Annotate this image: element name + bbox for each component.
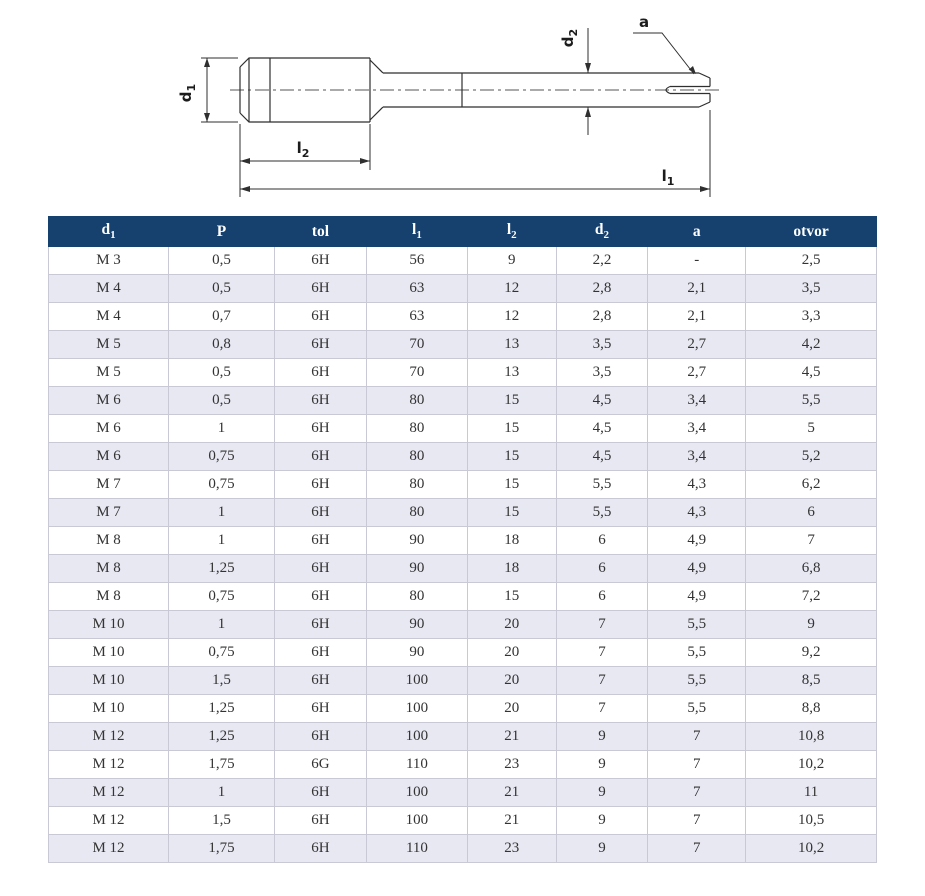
table-row bbox=[49, 415, 877, 443]
table-row bbox=[49, 555, 877, 583]
table-cell: 6H bbox=[275, 723, 367, 751]
table-cell: 1 bbox=[169, 527, 275, 555]
dimension-l2 bbox=[240, 124, 370, 197]
table-body bbox=[49, 247, 877, 863]
table-cell: 70 bbox=[366, 331, 467, 359]
table-cell: 80 bbox=[366, 415, 467, 443]
table-cell: 6H bbox=[275, 387, 367, 415]
table-cell: 7 bbox=[648, 807, 746, 835]
table-row bbox=[49, 443, 877, 471]
table-cell: 2,1 bbox=[648, 275, 746, 303]
table-cell: 5,5 bbox=[648, 611, 746, 639]
table-cell: M 8 bbox=[49, 555, 169, 583]
table-cell: 2,7 bbox=[648, 359, 746, 387]
table-cell: 3,4 bbox=[648, 387, 746, 415]
table-row bbox=[49, 247, 877, 275]
dimension-d1 bbox=[177, 58, 238, 122]
table-row bbox=[49, 695, 877, 723]
table-row bbox=[49, 723, 877, 751]
table-cell: 7 bbox=[556, 695, 648, 723]
table-cell: 10,8 bbox=[746, 723, 877, 751]
table-cell: M 7 bbox=[49, 499, 169, 527]
table-cell: 9,2 bbox=[746, 639, 877, 667]
table-cell: M 4 bbox=[49, 303, 169, 331]
table-cell: 7 bbox=[556, 611, 648, 639]
table-cell: 2,5 bbox=[746, 247, 877, 275]
column-header: otvor bbox=[746, 217, 877, 247]
table-cell: 21 bbox=[467, 807, 556, 835]
table-cell: M 12 bbox=[49, 835, 169, 863]
table-cell: M 8 bbox=[49, 527, 169, 555]
column-header: a bbox=[648, 217, 746, 247]
table-cell: 20 bbox=[467, 639, 556, 667]
label-l2: $l_2$ bbox=[296, 139, 310, 160]
table-cell: M 10 bbox=[49, 667, 169, 695]
table-row bbox=[49, 611, 877, 639]
table-cell: 4,3 bbox=[648, 499, 746, 527]
table-cell: 3,5 bbox=[556, 331, 648, 359]
tap-drawing-svg bbox=[0, 0, 925, 212]
table-row bbox=[49, 471, 877, 499]
table-cell: 1,25 bbox=[169, 555, 275, 583]
table-cell: 6H bbox=[275, 555, 367, 583]
table-cell: 4,5 bbox=[556, 387, 648, 415]
table-cell: 23 bbox=[467, 751, 556, 779]
table-cell: 4,2 bbox=[746, 331, 877, 359]
table-row bbox=[49, 499, 877, 527]
column-header: P bbox=[169, 217, 275, 247]
table-cell: 3,5 bbox=[746, 275, 877, 303]
table-cell: 110 bbox=[366, 835, 467, 863]
table-cell: 6,2 bbox=[746, 471, 877, 499]
table-cell: 6H bbox=[275, 779, 367, 807]
table-cell: 3,4 bbox=[648, 443, 746, 471]
table-row bbox=[49, 667, 877, 695]
table-cell: 1,25 bbox=[169, 723, 275, 751]
table-cell: 1,75 bbox=[169, 751, 275, 779]
table-cell: 23 bbox=[467, 835, 556, 863]
table-row bbox=[49, 359, 877, 387]
table-cell: 9 bbox=[467, 247, 556, 275]
table-cell: 100 bbox=[366, 807, 467, 835]
table-cell: 5,5 bbox=[648, 667, 746, 695]
table-cell: 80 bbox=[366, 583, 467, 611]
table-cell: 0,75 bbox=[169, 639, 275, 667]
table-cell: M 6 bbox=[49, 443, 169, 471]
table-cell: 20 bbox=[467, 667, 556, 695]
table-cell: 0,7 bbox=[169, 303, 275, 331]
table-cell: 5,5 bbox=[648, 695, 746, 723]
table-cell: 8,5 bbox=[746, 667, 877, 695]
table-cell: 21 bbox=[467, 779, 556, 807]
table-row bbox=[49, 639, 877, 667]
table-cell: 7 bbox=[648, 751, 746, 779]
table-cell: 12 bbox=[467, 303, 556, 331]
table-cell: 3,3 bbox=[746, 303, 877, 331]
table-cell: M 5 bbox=[49, 359, 169, 387]
table-cell: 90 bbox=[366, 611, 467, 639]
table-cell: 6H bbox=[275, 835, 367, 863]
table-cell: 110 bbox=[366, 751, 467, 779]
table-cell: 7 bbox=[648, 779, 746, 807]
table-cell: M 12 bbox=[49, 723, 169, 751]
table-cell: 0,8 bbox=[169, 331, 275, 359]
table-cell: 6H bbox=[275, 667, 367, 695]
table-cell: 0,5 bbox=[169, 247, 275, 275]
table-cell: 9 bbox=[556, 835, 648, 863]
dimension-a bbox=[633, 13, 696, 74]
table-cell: 100 bbox=[366, 723, 467, 751]
table-cell: 12 bbox=[467, 275, 556, 303]
label-a: a bbox=[638, 13, 650, 31]
table-row bbox=[49, 303, 877, 331]
table-cell: 6H bbox=[275, 247, 367, 275]
table-cell: 21 bbox=[467, 723, 556, 751]
label-l1: $l_1$ bbox=[661, 167, 675, 188]
table-header-row bbox=[49, 217, 877, 247]
table-cell: 80 bbox=[366, 387, 467, 415]
table-cell: 56 bbox=[366, 247, 467, 275]
table-cell: 0,5 bbox=[169, 359, 275, 387]
table-cell: 7 bbox=[746, 527, 877, 555]
table-cell: M 10 bbox=[49, 695, 169, 723]
table-cell: 90 bbox=[366, 527, 467, 555]
label-d1: $d_1$ bbox=[177, 83, 198, 103]
table-cell: M 5 bbox=[49, 331, 169, 359]
table-cell: 6H bbox=[275, 443, 367, 471]
table-cell: M 4 bbox=[49, 275, 169, 303]
table-cell: 5,5 bbox=[556, 499, 648, 527]
dimension-d2 bbox=[559, 28, 591, 135]
table-cell: 7 bbox=[648, 835, 746, 863]
table-cell: 90 bbox=[366, 639, 467, 667]
table-cell: 7 bbox=[556, 667, 648, 695]
table-cell: 80 bbox=[366, 471, 467, 499]
table-cell: 15 bbox=[467, 471, 556, 499]
column-header: $d_2$ bbox=[556, 217, 648, 247]
table-cell: 100 bbox=[366, 695, 467, 723]
table-cell: 4,5 bbox=[556, 415, 648, 443]
table-cell: 6H bbox=[275, 695, 367, 723]
table-cell: 8,8 bbox=[746, 695, 877, 723]
table-cell: 6H bbox=[275, 275, 367, 303]
table-cell: 3,5 bbox=[556, 359, 648, 387]
table-cell: 90 bbox=[366, 555, 467, 583]
table-cell: 6 bbox=[556, 555, 648, 583]
table-cell: M 3 bbox=[49, 247, 169, 275]
table-cell: 4,9 bbox=[648, 583, 746, 611]
table-row bbox=[49, 583, 877, 611]
label-d2: $d_2$ bbox=[559, 28, 580, 48]
table-cell: 6 bbox=[746, 499, 877, 527]
table-row bbox=[49, 527, 877, 555]
table-cell: 18 bbox=[467, 555, 556, 583]
table-cell: M 10 bbox=[49, 611, 169, 639]
table-cell: 15 bbox=[467, 415, 556, 443]
table-cell: 20 bbox=[467, 695, 556, 723]
table-cell: 1 bbox=[169, 779, 275, 807]
table-cell: 4,5 bbox=[746, 359, 877, 387]
table-cell: M 6 bbox=[49, 415, 169, 443]
table-cell: 6G bbox=[275, 751, 367, 779]
table-cell: 6H bbox=[275, 471, 367, 499]
table-cell: M 6 bbox=[49, 387, 169, 415]
table-cell: 63 bbox=[366, 275, 467, 303]
table-cell: 6,8 bbox=[746, 555, 877, 583]
table-cell: 2,7 bbox=[648, 331, 746, 359]
table-cell: 0,5 bbox=[169, 387, 275, 415]
table-cell: 9 bbox=[556, 779, 648, 807]
table-cell: M 8 bbox=[49, 583, 169, 611]
table-row bbox=[49, 751, 877, 779]
column-header: $l_2$ bbox=[467, 217, 556, 247]
dimensions-table bbox=[48, 216, 877, 863]
table-cell: 6H bbox=[275, 611, 367, 639]
table-cell: 5,2 bbox=[746, 443, 877, 471]
table-row bbox=[49, 387, 877, 415]
technical-drawing bbox=[0, 0, 925, 212]
table-cell: 7 bbox=[556, 639, 648, 667]
table-row bbox=[49, 331, 877, 359]
table-cell: - bbox=[648, 247, 746, 275]
table-cell: 15 bbox=[467, 583, 556, 611]
table-cell: 100 bbox=[366, 779, 467, 807]
table-cell: 1,75 bbox=[169, 835, 275, 863]
table-cell: M 12 bbox=[49, 751, 169, 779]
table-cell: 0,75 bbox=[169, 583, 275, 611]
table-cell: 1 bbox=[169, 611, 275, 639]
table-cell: 100 bbox=[366, 667, 467, 695]
table-cell: M 12 bbox=[49, 807, 169, 835]
table-cell: 9 bbox=[556, 723, 648, 751]
table-cell: 9 bbox=[556, 807, 648, 835]
table-cell: 4,3 bbox=[648, 471, 746, 499]
table-cell: 15 bbox=[467, 499, 556, 527]
table-cell: M 12 bbox=[49, 779, 169, 807]
table-cell: 6H bbox=[275, 331, 367, 359]
table-cell: 6H bbox=[275, 415, 367, 443]
table-cell: 1,5 bbox=[169, 807, 275, 835]
table-cell: 2,8 bbox=[556, 303, 648, 331]
table-cell: 80 bbox=[366, 443, 467, 471]
table-cell: 1 bbox=[169, 499, 275, 527]
table-cell: 63 bbox=[366, 303, 467, 331]
table-cell: 7,2 bbox=[746, 583, 877, 611]
table-cell: 5 bbox=[746, 415, 877, 443]
table-row bbox=[49, 835, 877, 863]
table-cell: 3,4 bbox=[648, 415, 746, 443]
table-cell: 0,5 bbox=[169, 275, 275, 303]
table-cell: 1,5 bbox=[169, 667, 275, 695]
table-cell: 10,2 bbox=[746, 835, 877, 863]
table-cell: 4,9 bbox=[648, 527, 746, 555]
table-cell: 6H bbox=[275, 359, 367, 387]
table-row bbox=[49, 275, 877, 303]
column-header: $l_1$ bbox=[366, 217, 467, 247]
table-cell: 5,5 bbox=[556, 471, 648, 499]
table-cell: 6H bbox=[275, 499, 367, 527]
table-cell: 4,5 bbox=[556, 443, 648, 471]
table-cell: 15 bbox=[467, 443, 556, 471]
table-cell: 6H bbox=[275, 583, 367, 611]
table-cell: M 10 bbox=[49, 639, 169, 667]
table-cell: 6H bbox=[275, 527, 367, 555]
table-cell: 10,2 bbox=[746, 751, 877, 779]
table-cell: 2,2 bbox=[556, 247, 648, 275]
table-cell: 15 bbox=[467, 387, 556, 415]
table-cell: 4,9 bbox=[648, 555, 746, 583]
dimension-l1 bbox=[240, 110, 710, 197]
table-cell: 6H bbox=[275, 303, 367, 331]
column-header: $d_1$ bbox=[49, 217, 169, 247]
table-cell: 70 bbox=[366, 359, 467, 387]
column-header: tol bbox=[275, 217, 367, 247]
table-cell: 0,75 bbox=[169, 443, 275, 471]
table-cell: 6 bbox=[556, 583, 648, 611]
table-cell: 11 bbox=[746, 779, 877, 807]
table-cell: 9 bbox=[746, 611, 877, 639]
table-cell: 7 bbox=[648, 723, 746, 751]
table-cell: 13 bbox=[467, 331, 556, 359]
table-cell: M 7 bbox=[49, 471, 169, 499]
table-cell: 6H bbox=[275, 807, 367, 835]
table-cell: 20 bbox=[467, 611, 556, 639]
table-cell: 5,5 bbox=[648, 639, 746, 667]
table-cell: 9 bbox=[556, 751, 648, 779]
table-row bbox=[49, 779, 877, 807]
table-cell: 2,8 bbox=[556, 275, 648, 303]
table-cell: 80 bbox=[366, 499, 467, 527]
table-cell: 6H bbox=[275, 639, 367, 667]
table-row bbox=[49, 807, 877, 835]
table-cell: 5,5 bbox=[746, 387, 877, 415]
table-cell: 10,5 bbox=[746, 807, 877, 835]
table-cell: 1 bbox=[169, 415, 275, 443]
table-cell: 13 bbox=[467, 359, 556, 387]
table-cell: 0,75 bbox=[169, 471, 275, 499]
table-cell: 1,25 bbox=[169, 695, 275, 723]
table-cell: 6 bbox=[556, 527, 648, 555]
table-cell: 18 bbox=[467, 527, 556, 555]
table-cell: 2,1 bbox=[648, 303, 746, 331]
